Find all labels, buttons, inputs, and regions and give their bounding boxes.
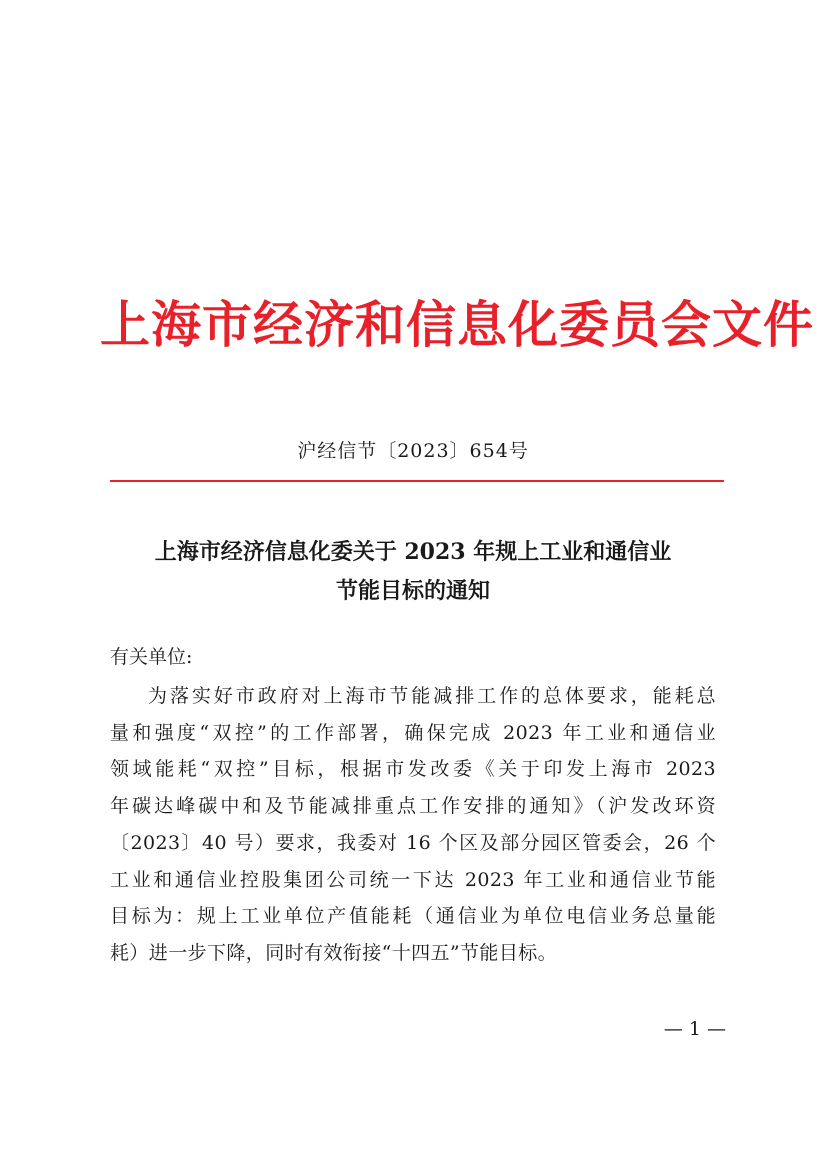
title-line-1: 上海市经济信息化委关于 2023 年规上工业和通信业 [154,539,672,565]
body-line-2: 量和强度“双控”的工作部署，确保完成 2023 年工业和通信业 [110,721,716,744]
body-line-6: 工业和通信业控股集团公司统一下达 2023 年工业和通信业节能 [110,868,716,891]
body-line-4: 年碳达峰碳中和及节能减排重点工作安排的通知》（沪发改环资 [110,795,716,818]
red-divider-line [110,480,724,482]
page-number: — 1 — [663,1018,726,1040]
body-line-3: 领域能耗“双控”目标，根据市发改委《关于印发上海市 2023 [110,758,716,781]
body-paragraph [110,678,716,972]
document-number: 沪经信节〔2023〕654号 [297,440,529,462]
masthead-title: 上海市经济和信息化委员会文件 [100,295,814,354]
title-line-2: 节能目标的通知 [335,578,490,604]
body-line-8: 耗）进一步下降，同时有效衔接“十四五”节能目标。 [110,941,558,964]
body-line-7: 目标为：规上工业单位产值能耗（通信业为单位电信业务总量能 [110,905,716,928]
body-line-5: 〔2023〕40 号）要求，我委对 16 个区及部分园区管委会，26 个 [110,831,716,854]
salutation: 有关单位: [110,646,193,668]
body-line-1: 为落实好市政府对上海市节能减排工作的总体要求，能耗总 [148,685,716,707]
notice-title [110,533,716,611]
